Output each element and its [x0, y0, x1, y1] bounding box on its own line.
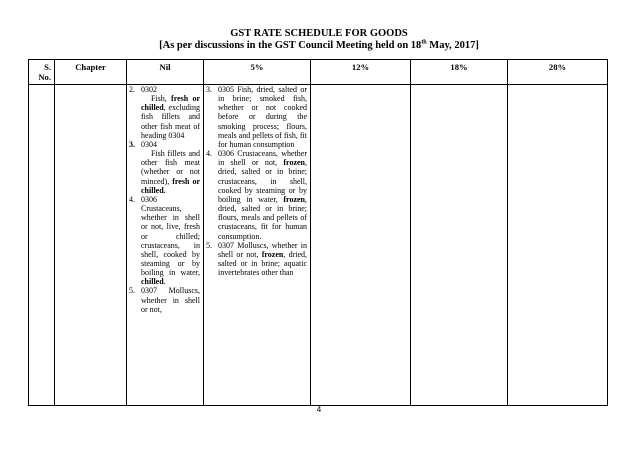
table-header-row [29, 60, 608, 85]
nil-entry-fresh-fish: 2. 0302 Fish, fresh or chilled, excluding fish fillets and other fish meat of heading 0304 [129, 85, 200, 140]
header-chapter: Chapter [55, 60, 127, 85]
header-28-percent: 28% [508, 60, 608, 85]
header-sno: S. No. [29, 60, 55, 85]
nil-entry-molluscs: 5. 0307 Molluscs, whether in shell or not, [129, 286, 200, 314]
cell-chapter [55, 85, 127, 406]
document-subtitle: [As per discussions in the GST Council Meeting held on 18th May, 2017] [159, 39, 479, 51]
nil-entry-crustaceans: 4. 0306 Crustaceans, whether in shell or not, live, fresh or chilled; crustaceans, in shell, cooked by steaming or by boiling in water, chilled. [129, 194, 200, 287]
rate5-entry-molluscs: 5. 0307 Molluscs, whether in shell or not, frozen, dried, salted or in brine; aquatic invertebrates other than [206, 240, 307, 278]
cell-sno [29, 85, 55, 406]
header-18-percent: 18% [411, 60, 508, 85]
cell-nil [127, 85, 204, 406]
rate5-entry-crustaceans: 4. 0306 Crustaceans, whether in shell or not, frozen, dried, salted or in brine; crustaceans, in shell, cooked by steaming or by boiling in water, frozen, dried, salted or in brine; flours, meals and pellets of crustaceans, fit for human consumption. [206, 149, 307, 241]
document-title: GST RATE SCHEDULE FOR GOODS [230, 28, 408, 39]
header-nil: Nil [127, 60, 204, 85]
table-row [29, 85, 608, 406]
cell-12-percent [311, 85, 411, 406]
header-5-percent: 5% [204, 60, 311, 85]
nil-entry-fish-fillets: 3. 0304 Fish fillets and other fish meat (whether or not minced), fresh or chilled. [129, 139, 200, 195]
cell-28-percent [508, 85, 608, 406]
header-12-percent: 12% [311, 60, 411, 85]
rate-schedule-table [28, 59, 608, 406]
cell-5-percent [204, 85, 311, 406]
page-number: 4 [316, 405, 322, 414]
rate5-entry-dried-fish: 3. 0305 Fish, dried, salted or in brine; smoked fish, whether or not cooked before or during the smoking process; flours, meals and pellets of fish, fit for human consumption [206, 85, 307, 149]
cell-18-percent [411, 85, 508, 406]
